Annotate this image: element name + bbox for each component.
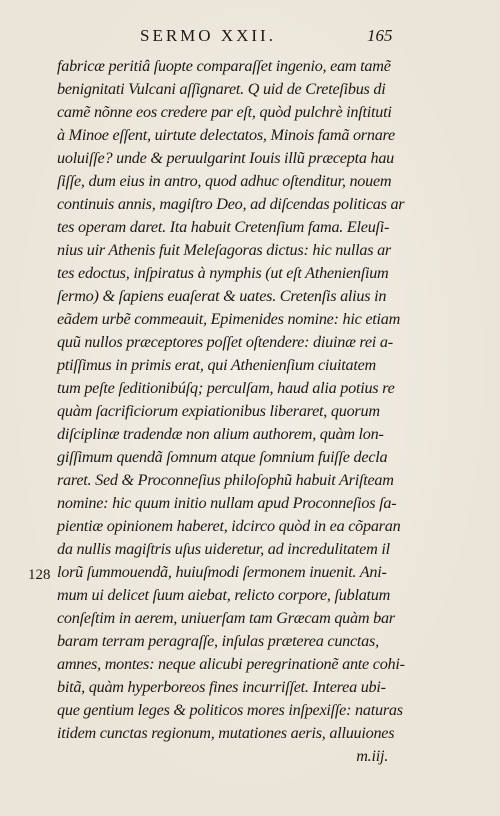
text-line: lorũ ſummouendã, huiuſmodi ſermonem inuenit. Ani- [57, 563, 387, 581]
text-line: nius uir Athenis fuit Meleſagoras dictus: hic nullas ar [57, 241, 391, 259]
text-line: baram terram peragraſſe, inſulas præterea cunctas, [57, 632, 379, 650]
page-header [0, 26, 500, 50]
text-line: que gentium leges & politicos mores inſpexiſſe: naturas [57, 701, 403, 719]
text-line: da nullis magiſtris uſus uideretur, ad incredulitatem il [57, 540, 390, 558]
margin-note: 128 [28, 567, 51, 583]
text-line: nomine: hic quum initio nullam apud Proconneſios ſa- [57, 494, 397, 512]
text-line: ſiſſe, dum eius in antro, quod adhuc oſtenditur, nouem [57, 172, 392, 190]
text-line: bitã, quàm hyperboreos fines incurriſſet. Interea ubi- [57, 678, 386, 696]
text-line: conſeſtim in aerem, uniuerſam tam Græcam quàm bar [57, 609, 395, 627]
text-line: tes edoctus, inſpiratus à nymphis (ut eſt Athenienſium [57, 264, 389, 282]
text-line: diſciplinæ tradendæ non alium authorem, quàm lon- [57, 425, 384, 443]
text-line: amnes, montes: neque alicubi peregrinationẽ ante cohi- [57, 655, 405, 673]
text-line: mum ui delicet ſuum aiebat, relicto corpore, ſublatum [57, 586, 391, 604]
text-line: ſermo) & ſapiens euaſerat & uates. Cretenſis alius in [57, 287, 387, 305]
text-line: continuis annis, magiſtro Deo, ad diſcendas politicas ar [57, 195, 405, 213]
text-line: ptiſſimus in primis erat, qui Athenienſium ciuitatem [57, 356, 376, 374]
text-line: giſſimum quendã ſomnum atque ſomnium fuiſſe decla [57, 448, 388, 466]
text-line: eãdem urbẽ commeauit, Epimenides nomine: hic etiam [57, 310, 401, 328]
text-line: tum peſte ſeditionibúſq; perculſam, haud alia potius re [57, 379, 395, 397]
page-number: 165 [367, 26, 393, 45]
text-line: uoluiſſe? unde & peruulgarint Iouis illũ præcepta hau [57, 149, 395, 167]
text-line: à Minoe eſſent, uirtute delectatos, Minois famã ornare [57, 126, 395, 144]
signature-mark: m.iij. [356, 747, 388, 765]
text-line: quũ nullos præceptores poſſet oſtendere: diuinæ rei a- [57, 333, 393, 351]
text-line: benignitati Vulcani aſſignaret. Q uid de Creteſibus di [57, 80, 386, 98]
text-line: quàm ſacrificiorum expiationibus liberaret, quorum [57, 402, 380, 420]
text-line: pientiæ opinionem haberet, idcirco quòd in ea cõparan [57, 517, 401, 535]
text-line: tes operam daret. Ita habuit Cretenſium fama. Eleuſi- [57, 218, 390, 236]
text-line: fabricæ peritiâ ſuopte comparaſſet ingenio, eam tamẽ [57, 57, 391, 75]
running-title: SERMO XXII. [140, 26, 276, 45]
text-line: itidem cunctas regionum, mutationes aeris, alluuiones [57, 724, 395, 742]
text-line: raret. Sed & Proconneſius philoſophũ habuit Ariſteam [57, 471, 394, 489]
body-text [57, 55, 405, 768]
text-line: camẽ nõnne eos credere par eſt, quòd pulchrè inſtituti [57, 103, 392, 121]
